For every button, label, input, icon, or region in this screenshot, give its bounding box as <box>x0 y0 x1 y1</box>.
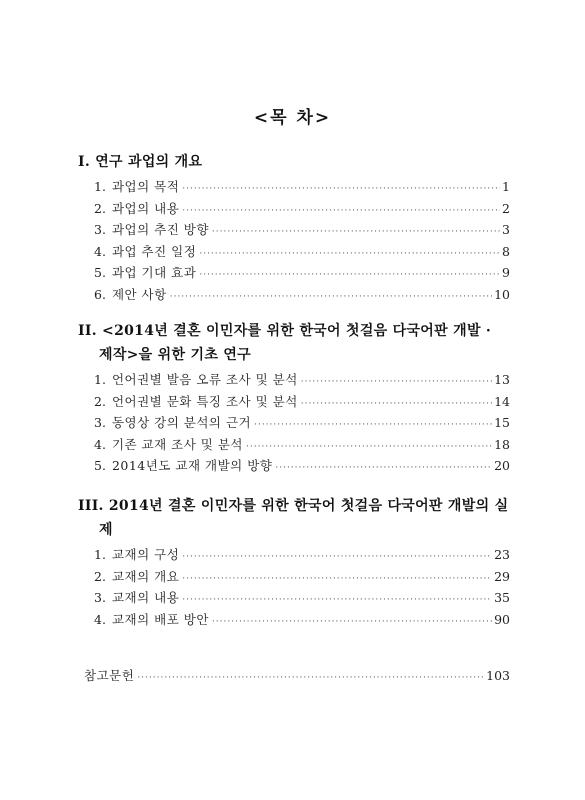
entry-page: 29 <box>494 568 510 584</box>
entry-page: 9 <box>502 265 510 281</box>
toc-entry[interactable] <box>78 262 510 284</box>
entry-label: 참고문헌 <box>84 668 135 683</box>
entry-number: 2. <box>94 393 106 409</box>
leader-dots <box>182 547 492 569</box>
entry-label: 과업의 추진 방향 <box>111 222 209 238</box>
entry-page: 20 <box>494 458 510 474</box>
toc-entry[interactable] <box>78 412 510 434</box>
leader-dots <box>254 415 492 437</box>
entry-page: 18 <box>494 436 510 452</box>
entry-label: 교재의 배포 방안 <box>111 611 209 627</box>
entry-label: 언어권별 문화 특징 조사 및 분석 <box>111 393 298 409</box>
entry-label: 제안 사항 <box>111 286 167 302</box>
leader-dots <box>199 244 500 266</box>
toc-section-2 <box>78 319 510 477</box>
toc-entry[interactable] <box>78 219 510 241</box>
toc-entry[interactable] <box>78 609 510 631</box>
entry-number: 1. <box>94 179 106 194</box>
toc-entry-references[interactable] <box>78 665 510 687</box>
entry-page: 35 <box>494 590 510 606</box>
entry-label: 과업 추진 일정 <box>111 243 197 259</box>
leader-dots <box>182 201 500 223</box>
entry-number: 3. <box>94 222 106 238</box>
entry-number: 2. <box>94 568 106 584</box>
section-heading-text: II. <2014년 결혼 이민자를 위한 한국어 첫걸음 다국어판 개발 · <box>78 323 492 339</box>
leader-dots <box>170 287 492 309</box>
section-heading-continuation: 제 <box>99 522 113 538</box>
toc-references <box>78 665 510 687</box>
entry-page: 23 <box>494 547 510 562</box>
toc-entry[interactable] <box>78 369 510 391</box>
entry-number: 4. <box>94 436 106 452</box>
entry-label: 기존 교재 조사 및 분석 <box>111 436 244 452</box>
toc-section-1 <box>78 150 510 306</box>
leader-dots <box>301 394 492 416</box>
entry-number: 6. <box>94 286 106 302</box>
entry-label: 교재의 내용 <box>111 590 180 606</box>
toc-entry[interactable] <box>78 241 510 263</box>
leader-dots <box>212 612 492 634</box>
toc-entry[interactable] <box>78 587 510 609</box>
leader-dots <box>182 569 492 591</box>
entry-label: 동영상 강의 분석의 근거 <box>111 415 252 431</box>
toc-entry[interactable] <box>78 198 510 220</box>
toc-entry[interactable] <box>78 434 510 456</box>
entry-number: 3. <box>94 415 106 431</box>
leader-dots <box>212 222 500 244</box>
toc-section-3 <box>78 494 510 630</box>
toc-entry[interactable] <box>78 455 510 477</box>
section-heading <box>78 494 510 542</box>
toc-entry[interactable] <box>78 284 510 306</box>
entry-number: 4. <box>94 611 106 627</box>
entry-page: 90 <box>494 611 510 627</box>
entry-label: 과업의 내용 <box>111 200 180 216</box>
leader-dots <box>182 590 492 612</box>
toc-entry[interactable] <box>78 391 510 413</box>
entry-page: 2 <box>502 200 510 216</box>
leader-dots <box>301 372 492 394</box>
leader-dots <box>275 458 492 480</box>
entry-number: 2. <box>94 200 106 216</box>
section-heading <box>78 150 510 174</box>
entry-label: 교재의 구성 <box>111 547 180 562</box>
leader-dots <box>182 179 500 201</box>
leader-dots <box>137 668 484 690</box>
section-heading-continuation: 제작>을 위한 기초 연구 <box>99 347 251 363</box>
entry-page: 10 <box>494 286 510 302</box>
entry-page: 103 <box>486 668 510 683</box>
entry-page: 15 <box>494 415 510 431</box>
toc-entry[interactable] <box>78 566 510 588</box>
toc-entry[interactable] <box>78 176 510 198</box>
page-title: <목 차> <box>253 108 332 128</box>
entry-label: 과업 기대 효과 <box>111 265 197 281</box>
entry-number: 4. <box>94 243 106 259</box>
entry-label: 과업의 목적 <box>111 179 180 194</box>
section-heading-text: I. 연구 과업의 개요 <box>78 154 203 170</box>
entry-number: 1. <box>94 372 106 387</box>
entry-number: 3. <box>94 590 106 606</box>
leader-dots <box>246 437 492 459</box>
entry-number: 5. <box>94 265 106 281</box>
section-heading-text: III. 2014년 결혼 이민자를 위한 한국어 첫걸음 다국어판 개발의 실 <box>78 498 509 514</box>
entry-label: 교재의 개요 <box>111 568 180 584</box>
entry-number: 1. <box>94 547 106 562</box>
entry-page: 3 <box>502 222 510 238</box>
entry-page: 13 <box>494 372 510 387</box>
entry-number: 5. <box>94 458 106 474</box>
entry-page: 8 <box>502 243 510 259</box>
entry-page: 14 <box>494 393 510 409</box>
leader-dots <box>199 265 500 287</box>
toc-entry[interactable] <box>78 544 510 566</box>
entry-label: 2014년도 교재 개발의 방향 <box>111 458 273 474</box>
entry-label: 언어권별 발음 오류 조사 및 분석 <box>111 372 298 387</box>
entry-page: 1 <box>502 179 510 194</box>
section-heading <box>78 319 510 367</box>
